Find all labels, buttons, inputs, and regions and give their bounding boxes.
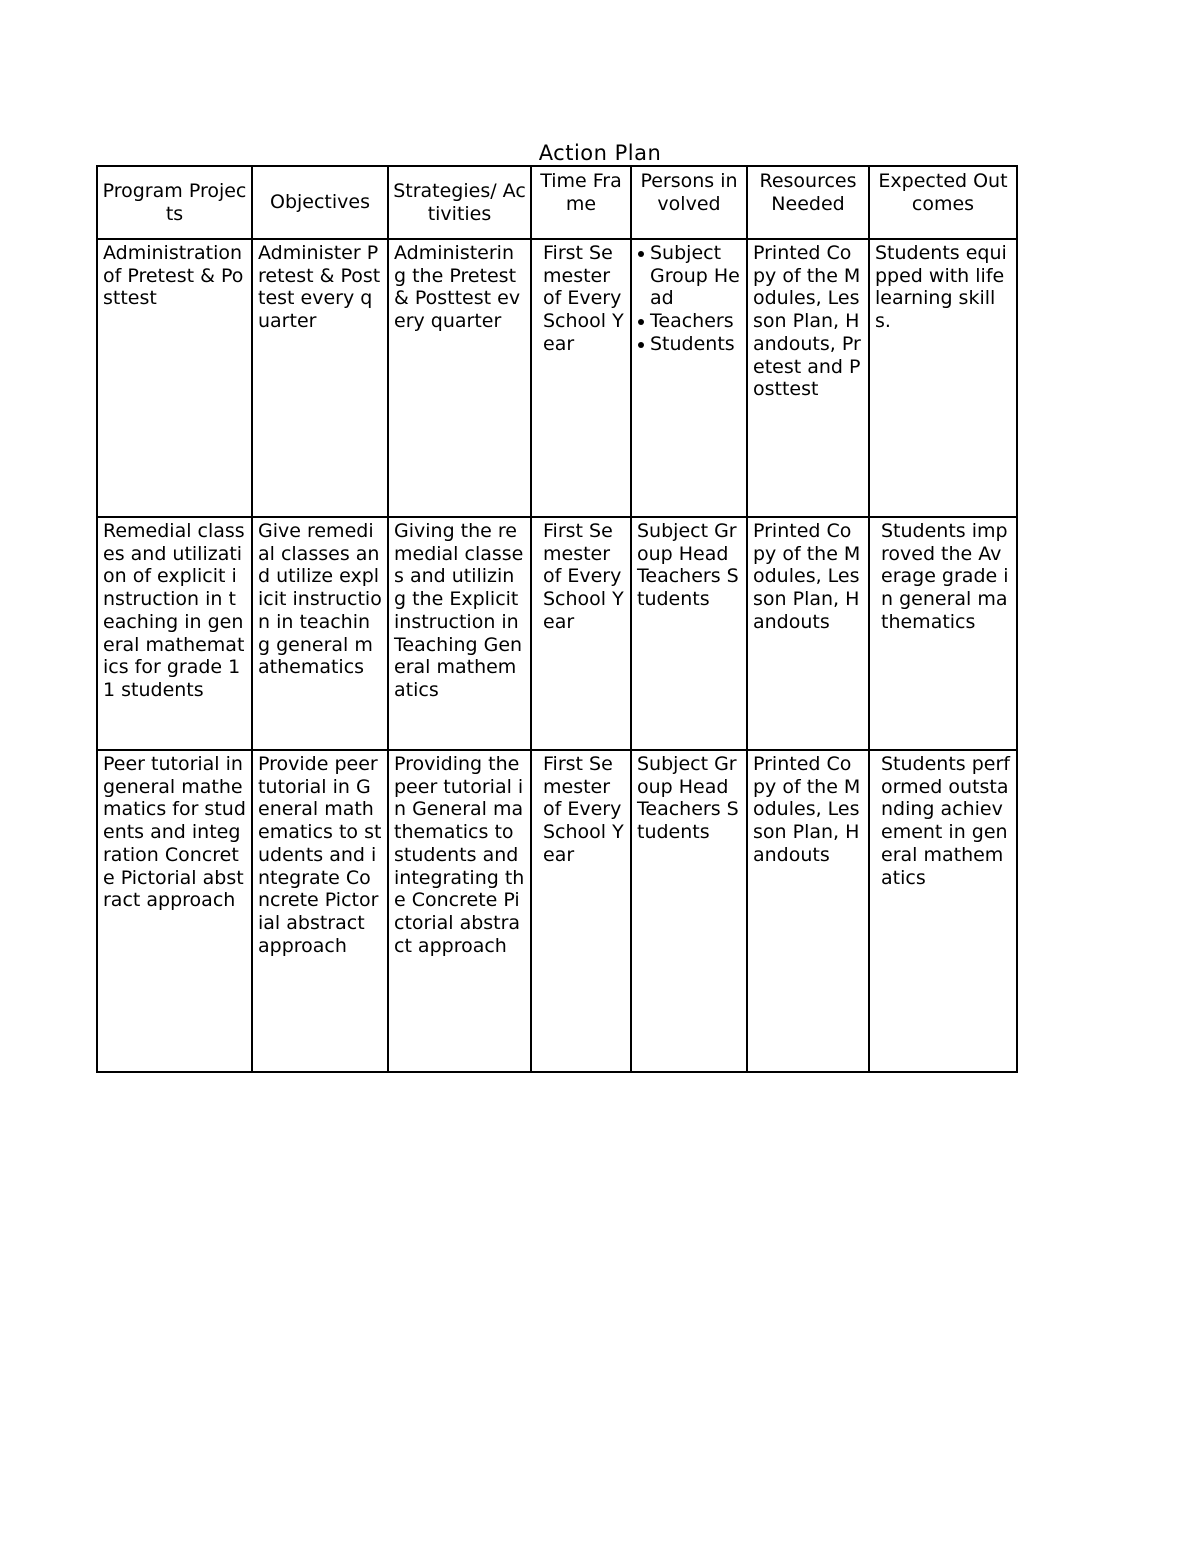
cell-outcomes: Students performed outstanding achievement in general mathematics <box>869 750 1017 1072</box>
cell-time-frame: First Semester of Every School Year <box>531 750 631 1072</box>
persons-list <box>637 242 741 356</box>
cell-objectives: Administer Pretest & Posttest every quarter <box>252 239 388 517</box>
header-persons-involved: Persons involved <box>631 166 747 239</box>
list-item: Subject Group Head <box>637 242 741 310</box>
cell-strategies: Administering the Pretest & Posttest every quarter <box>388 239 531 517</box>
header-strategies-activities: Strategies/ Activities <box>388 166 531 239</box>
table-row <box>97 239 1017 517</box>
cell-outcomes: Students equipped with life learning skills. <box>869 239 1017 517</box>
cell-resources: Printed Copy of the Modules, Lesson Plan, Handouts <box>747 517 869 750</box>
header-row <box>97 166 1017 239</box>
cell-program: Remedial classes and utilization of explicit instruction in teaching in general mathematics for grade 11 students <box>97 517 252 750</box>
cell-program: Administration of Pretest & Posttest <box>97 239 252 517</box>
cell-objectives: Provide peer tutorial in General mathematics to students and integrate Concrete Pictorial abstract approach <box>252 750 388 1072</box>
header-expected-outcomes: Expected Outcomes <box>869 166 1017 239</box>
cell-strategies: Providing the peer tutorial in General mathematics to students and integrating the Concrete Pictorial abstract approach <box>388 750 531 1072</box>
cell-time-frame: First Semester of Every School Year <box>531 517 631 750</box>
page-title: Action Plan <box>538 141 662 165</box>
table-row <box>97 750 1017 1072</box>
header-program-projects: Program Projects <box>97 166 252 239</box>
cell-resources: Printed Copy of the Modules, Lesson Plan, Handouts, Pretest and Posttest <box>747 239 869 517</box>
cell-time-frame: First Semester of Every School Year <box>531 239 631 517</box>
list-item: Students <box>637 333 741 356</box>
cell-program: Peer tutorial in general mathematics for students and integration Concrete Pictorial abstract approach <box>97 750 252 1072</box>
cell-resources: Printed Copy of the Modules, Lesson Plan, Handouts <box>747 750 869 1072</box>
list-item: Teachers <box>637 310 741 333</box>
table-row <box>97 517 1017 750</box>
cell-strategies: Giving the remedial classes and utilizing the Explicit instruction in Teaching General mathematics <box>388 517 531 750</box>
header-objectives: Objectives <box>252 166 388 239</box>
cell-persons: Subject Group Head Teachers Students <box>631 517 747 750</box>
header-time-frame: Time Frame <box>531 166 631 239</box>
cell-outcomes: Students improved the Average grade in general mathematics <box>869 517 1017 750</box>
cell-persons: Subject Group Head Teachers Students <box>631 750 747 1072</box>
cell-persons <box>631 239 747 517</box>
header-resources-needed: Resources Needed <box>747 166 869 239</box>
cell-objectives: Give remedial classes and utilize explicit instruction in teaching general mathematics <box>252 517 388 750</box>
action-plan-table <box>96 165 1018 1073</box>
